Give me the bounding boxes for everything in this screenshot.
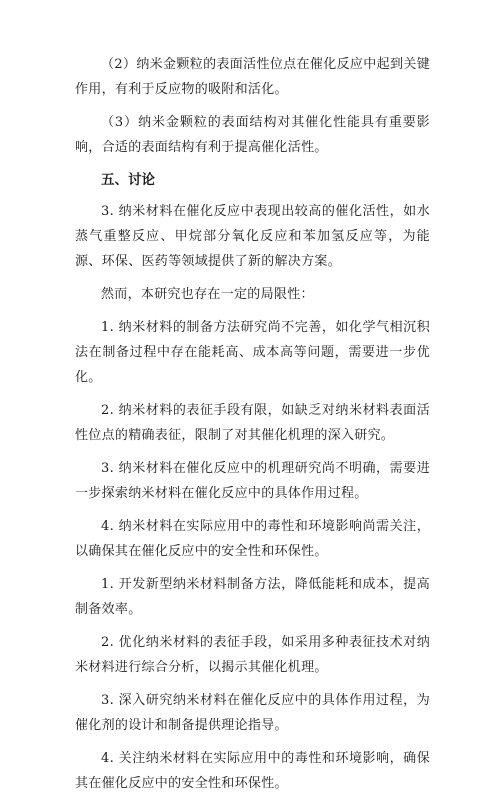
paragraph-limitation-2: 2. 纳米材料的表征手段有限，如缺乏对纳米材料表面活性位点的精确表征，限制了对其催化机理的深入研究。 bbox=[75, 403, 430, 443]
paragraph-outlook-1: 1. 开发新型纳米材料制备方法，降低能耗和成本，提高制备效率。 bbox=[75, 577, 430, 617]
paragraph-outlook-4: 4. 关注纳米材料在实际应用中的毒性和环境影响，确保其在催化反应中的安全性和环保性。 bbox=[75, 751, 430, 791]
paragraph-limitation-4: 4. 纳米材料在实际应用中的毒性和环境影响尚需关注，以确保其在催化反应中的安全性和环保性。 bbox=[75, 519, 430, 559]
section-heading-discussion: 五、讨论 bbox=[101, 172, 155, 188]
paragraph-limitation-3: 3. 纳米材料在催化反应中的机理研究尚不明确，需要进一步探索纳米材料在催化反应中的具体作用过程。 bbox=[75, 461, 430, 501]
paragraph-outlook-3: 3. 深入研究纳米材料在催化反应中的具体作用过程，为催化剂的设计和制备提供理论指导。 bbox=[75, 693, 430, 733]
paragraph-finding-3: （3）纳米金颗粒的表面结构对其催化性能具有重要影响，合适的表面结构有利于提高催化活性。 bbox=[75, 115, 430, 155]
paragraph-limitations-intro: 然而，本研究也存在一定的局限性： bbox=[101, 287, 314, 302]
paragraph-outlook-2: 2. 优化纳米材料的表征手段，如采用多种表征技术对纳米材料进行综合分析，以揭示其催化机理。 bbox=[75, 635, 430, 675]
paragraph-limitation-1: 1. 纳米材料的制备方法研究尚不完善，如化学气相沉积法在制备过程中存在能耗高、成本高等问题，需要进一步优化。 bbox=[75, 320, 430, 385]
paragraph-discussion-point-3: 3. 纳米材料在催化反应中表现出较高的催化活性，如水蒸气重整反应、甲烷部分氧化反应和苯加氢反应等，为能源、环保、医药等领域提供了新的解决方案。 bbox=[75, 204, 430, 269]
paragraph-finding-2: （2）纳米金颗粒的表面活性位点在催化反应中起到关键作用，有利于反应物的吸附和活化。 bbox=[75, 57, 430, 97]
